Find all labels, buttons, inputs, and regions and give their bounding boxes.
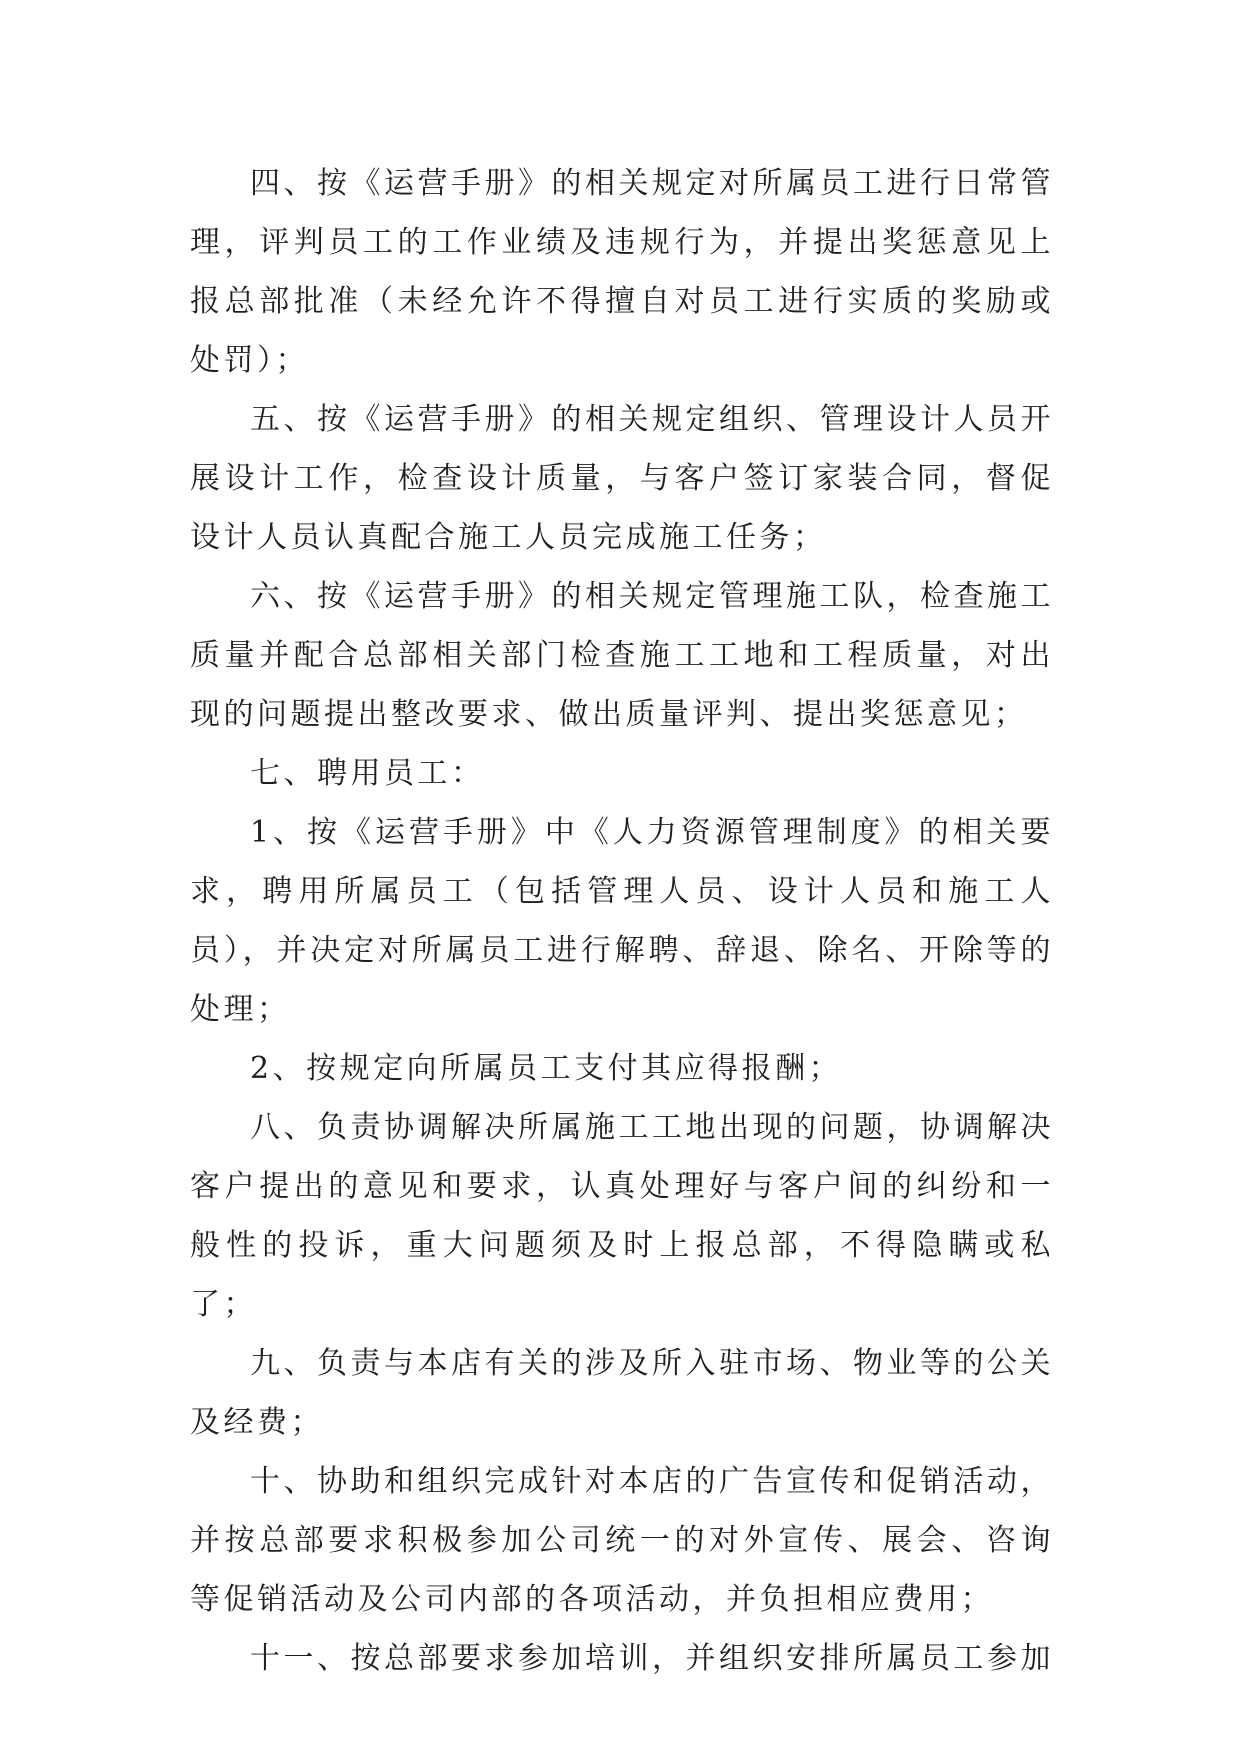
paragraph-item-6: 六、按《运营手册》的相关规定管理施工队，检查施工质量并配合总部相关部门检查施工工地和工程质量，对出现的问题提出整改要求、做出质量评判、提出奖惩意见； [190, 579, 1054, 732]
paragraph-item-10: 十、协助和组织完成针对本店的广告宣传和促销活动，并按总部要求积极参加公司统一的对外宣传、展会、咨询等促销活动及公司内部的各项活动，并负担相应费用； [190, 1464, 1054, 1617]
paragraph-item-4: 四、按《运营手册》的相关规定对所属员工进行日常管理，评判员工的工作业绩及违规行为，并提出奖惩意见上报总部批准（未经允许不得擅自对员工进行实质的奖励或处罚）； [190, 166, 1054, 378]
document-body [190, 154, 1054, 1688]
paragraph-item-7-2: 2、按规定向所属员工支付其应得报酬； [250, 1051, 843, 1086]
paragraph-item-11: 十一、按总部要求参加培训，并组织安排所属员工参加 [250, 1641, 1054, 1676]
paragraph-item-5: 五、按《运营手册》的相关规定组织、管理设计人员开展设计工作，检查设计质量，与客户签订家装合同，督促设计人员认真配合施工人员完成施工任务； [190, 402, 1054, 555]
paragraph-item-7-heading: 七、聘用员工： [250, 756, 485, 791]
paragraph-item-8: 八、负责协调解决所属施工工地出现的问题，协调解决客户提出的意见和要求，认真处理好与客户间的纠纷和一般性的投诉，重大问题须及时上报总部，不得隐瞒或私了； [190, 1110, 1054, 1322]
paragraph-item-7-1: 1、按《运营手册》中《人力资源管理制度》的相关要求，聘用所属员工（包括管理人员、设计人员和施工人员），并决定对所属员工进行解聘、辞退、除名、开除等的处理； [190, 815, 1054, 1027]
paragraph-item-9: 九、负责与本店有关的涉及所入驻市场、物业等的公关及经费； [190, 1346, 1054, 1440]
